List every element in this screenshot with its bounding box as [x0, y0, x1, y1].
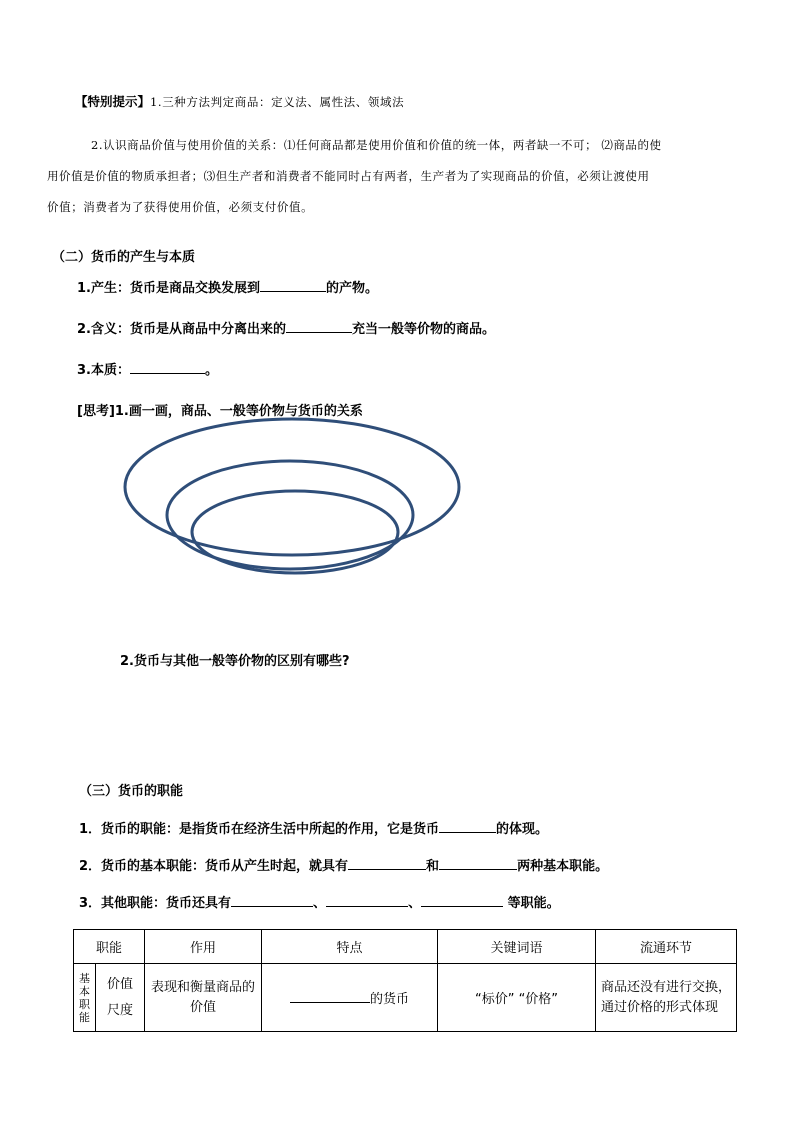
section3-title: （三）货币的职能 [79, 784, 184, 799]
section3-item1 [79, 818, 548, 837]
section2-item1-prefix: 1.产生：货币是商品交换发展到 [77, 281, 260, 296]
tip-para2-line3: 价值；消费者为了获得使用价值，必须支付价值。 [47, 200, 314, 214]
section2-item3-prefix: 3.本质： [77, 363, 130, 378]
section3-item3-sep2: 、 [408, 896, 422, 911]
section2-item2-prefix: 2.含义：货币是从商品中分离出来的 [77, 322, 286, 337]
circulation-cell [596, 964, 737, 1032]
keywords-cell: “标价” “价格” [438, 964, 596, 1032]
feature-cell [262, 964, 438, 1032]
tip-heading: 【特别提示】 [75, 94, 151, 109]
inner-ellipse [192, 491, 398, 573]
circulation-text: 商品还没有进行交换，通过价格的形式体现 [601, 979, 732, 1015]
section3-item1-prefix: 1．货币的职能：是指货币在经济生活中所起的作用，它是货币 [79, 822, 440, 837]
think1-text: 1.画一画，商品、一般等价物与货币的关系 [114, 404, 363, 419]
tip-para2-line1: 2.认识商品价值与使用价值的关系：⑴任何商品都是使用价值和价值的统一体，两者缺一不可； ⑵商品的使 [91, 138, 662, 152]
fill-blank[interactable] [348, 856, 426, 870]
row-label-line2: 尺度 [107, 1002, 134, 1018]
think-2: 2.货币与其他一般等价物的区别有哪些? [120, 654, 350, 669]
table-row [74, 964, 737, 1032]
section3-item2-mid: 和 [426, 859, 440, 874]
group-label-cell [74, 964, 96, 1032]
header-circulation: 流通环节 [596, 930, 737, 964]
row-label-cell [96, 964, 145, 1032]
section3-item3-sep1: 、 [313, 896, 327, 911]
section3-item2-prefix: 2．货币的基本职能：货币从产生时起，就具有 [79, 859, 349, 874]
fill-blank[interactable] [439, 819, 496, 833]
section3-item2 [79, 855, 608, 874]
fill-blank[interactable] [290, 989, 370, 1003]
role-text: 表现和衡量商品的价值 [151, 979, 256, 1015]
section3-item3 [79, 892, 560, 911]
header-feature: 特点 [262, 930, 438, 964]
group-label: 基本职能 [79, 971, 90, 1024]
feature-suffix: 的货币 [370, 992, 410, 1007]
header-keywords: 关键词语 [438, 930, 596, 964]
header-function: 职能 [74, 930, 145, 964]
section2-item1-suffix: 的产物。 [325, 281, 378, 296]
table-header-row [74, 930, 737, 964]
section3-item3-prefix: 3．其他职能：货币还具有 [79, 896, 232, 911]
section3-item1-suffix: 的体现。 [496, 822, 549, 837]
section3-item3-suffix: 等职能。 [503, 896, 560, 911]
fill-blank[interactable] [421, 893, 503, 907]
tip-line1-text: 1.三种方法判定商品：定义法、属性法、领域法 [150, 95, 405, 109]
section2-title: （二）货币的产生与本质 [52, 250, 196, 265]
section2-item3-suffix: 。 [204, 363, 218, 378]
money-functions-table [73, 929, 737, 1032]
section3-item2-suffix: 两种基本职能。 [517, 859, 609, 874]
fill-blank[interactable] [439, 856, 517, 870]
think-label: [思考] [77, 404, 115, 419]
tip-para2-line2: 用价值是价值的物质承担者；⑶但生产者和消费者不能同时占有两者，生产者为了实现商品的价值，必须让渡使用 [47, 169, 650, 183]
role-cell [145, 964, 262, 1032]
section2-item2-suffix: 充当一般等价物的商品。 [351, 322, 495, 337]
fill-blank[interactable] [231, 893, 313, 907]
fill-blank[interactable] [326, 893, 408, 907]
row-label-line1: 价值 [107, 976, 134, 992]
header-role: 作用 [145, 930, 262, 964]
